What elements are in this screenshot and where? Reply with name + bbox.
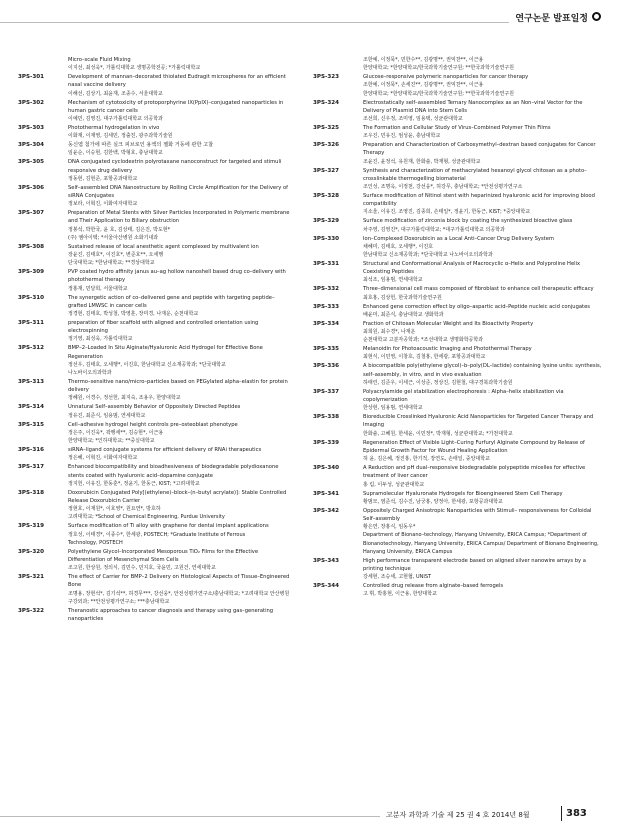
- entry-authors: 조선희, 신우정, 조미영, 임용택, 성균관대학교: [363, 116, 463, 123]
- entry-authors: 정은주, 이진욱*, 곽행세**, 김승현*, 이근용: [68, 429, 164, 436]
- entry-authors: 조인성, 조명옥, 이정천, 강선웅*, 허강무, 충남대학교; *안전성평가연구소: [363, 184, 523, 191]
- abstract-entry: [313, 217, 603, 233]
- entry-authors: 채혜미, 김태호, 오세행*, 이진호: [363, 243, 433, 250]
- entry-title: Development of mannan–decorated thiolated Eudragit microspheres for an efficient nasal vaccine delivery: [68, 74, 286, 89]
- entry-title: Synthesis and characterization of methacrylated hexanoyl glycol chitosan as a photo–crosslinkable thermogelling biomaterial: [363, 167, 587, 182]
- entry-code: 3PS-338: [313, 414, 340, 421]
- entry-title: Thermo–sensitive nano/micro–particles based on PEGylated alpha–elastin for protein delivery: [68, 379, 288, 394]
- entry-title: siRNA–ligand conjugate systems for efficient delivery of RNAi therapeutics: [68, 447, 262, 454]
- entry-code: 3PS-320: [18, 548, 45, 555]
- entry-code: 3PS-305: [18, 159, 45, 166]
- entry-title: preparation of fiber scaffold with aligned and controlled orientation using electrospinning: [68, 320, 259, 335]
- entry-code: 3PS-304: [18, 142, 45, 149]
- entry-code: 3PS-310: [18, 294, 45, 301]
- entry-authors: 최석조, 임용범, 연세대학교: [363, 277, 423, 284]
- page-footer: [0, 804, 622, 824]
- entry-code: 3PS-321: [18, 574, 45, 581]
- entry-code: 3PS-335: [313, 346, 340, 353]
- page-number: 383: [566, 808, 587, 819]
- entry-authors: 이해선, 김상기, 최윤재, 조종수, 서울대학교: [68, 90, 163, 97]
- entry-affiliation: Technology, POSTECH: [68, 539, 123, 546]
- entry-title: High performance transparent electrode based on aligned silver nanowire arrays by a printing technique: [363, 557, 586, 572]
- entry-authors: 조한예, 이정묵*, 손세진**, 김광명**, 권익찬**, 이근용: [363, 82, 484, 89]
- entry-title: PVP coated hydro affinity janus au–ag hollow nanoshell based drug co–delivery with photothermal therapy: [68, 269, 286, 284]
- entry-code: 3PS-301: [18, 74, 45, 81]
- entry-authors: 최호홍, 김상헌, 한국과학기술연구원: [363, 294, 442, 301]
- abstract-entry: [313, 439, 603, 464]
- entry-title: Surface modification of zirconia block by coating the synthesized bioactive glass: [363, 218, 573, 225]
- entry-title: Electrostatically self–assembled Ternary Nanocomplex as an Non–viral Vector for the Delivery of Plasmid DNA into Stem Cells: [363, 99, 583, 114]
- entry-code: 3PS-333: [313, 303, 340, 310]
- entry-title: Cell–adhesive hydrogel height controls pre–osteoblast phenotype: [68, 421, 238, 428]
- abstract-entry: [313, 141, 603, 166]
- entry-code: 3PS-309: [18, 269, 45, 276]
- entry-title: Enhanced biocompatibility and bioadhesiveness of biodegradable polydioxanone stents coated with hyaluronic acid–dopamine conjugate: [68, 464, 279, 479]
- abstract-entry: [313, 362, 603, 387]
- entry-authors: 정혜원, 이경수, 정선헌, 최지숙, 조용우, 한양대학교: [68, 395, 181, 402]
- entry-code: 3PS-306: [18, 184, 45, 191]
- entry-authors: 지소울, 이유진, 조영진, 김종희, 손태일*, 정윤기, 한동근, KIST; *중앙대학교: [363, 209, 531, 216]
- entry-code: 3PS-319: [18, 523, 45, 530]
- left-column: [18, 56, 290, 624]
- entry-authors: 최현식, 이민영, 이창호, 김철홍, 한세광, 포항공과대학교: [363, 354, 486, 361]
- abstract-entry: [18, 294, 290, 319]
- abstract-entry: [18, 99, 290, 124]
- abstract-entry: [313, 413, 603, 438]
- entry-title: Sustained release of local anesthetic agent complexed by multivalent ion: [68, 243, 259, 250]
- entry-title: Unnatural Self–assembly Behavior of Oppositely Directed Peptides: [68, 404, 241, 411]
- entry-affiliation: 한남대학교 신소재공학과; *단국대학교 나노바이오의과학과: [363, 252, 493, 259]
- entry-title: Photothermal hydrogelation in vivo: [68, 125, 160, 132]
- entry-code: 3PS-342: [313, 507, 340, 514]
- abstract-entry: [313, 464, 603, 489]
- abstract-entry: [313, 260, 603, 285]
- entry-authors: 정기영, 최성욱, 가톨릭대학교: [68, 336, 133, 343]
- abstract-entry: [313, 507, 603, 556]
- entry-authors: 배윤미, 최준식, 충남대학교 생화학과: [363, 311, 444, 318]
- entry-authors: 하태린, 김준우, 이세근, 이상준, 정상진, 김현철, 대구경북과학기술원: [363, 379, 513, 386]
- entry-code: 3PS-317: [18, 464, 45, 471]
- entry-authors: 정봉석, 박한국, 윤 호, 김상태, 김은진, 박도현*: [68, 226, 171, 233]
- entry-title: A biocompatible poly(ethylene glycol)–b–poly(DL–lactide) containing lysine units: synthesis, self–assembly, in vitro, and in vivo evaluation: [363, 363, 602, 378]
- abstract-entry: [313, 345, 603, 361]
- entry-authors: 조윤진, 윤정석, 유원재, 한화솔, 박재형, 성균관대학교: [363, 158, 481, 165]
- abstract-entry: [18, 268, 290, 293]
- entry-title: Regeneration Effect of Visible Light–Curing Furfuryl Alginate Compound by Release of Epidermal Growth Factor for Wound Healing Application: [363, 439, 585, 454]
- entry-title: Oppositely Charged Anisotropic Nanoparticles with Stimuli– responsiveness for Colloidal Self–assembly: [363, 507, 592, 522]
- entry-authors: 정홍재, 민달희, 서울대학교: [68, 285, 128, 292]
- abstract-entry: [18, 141, 290, 157]
- entry-title: Mechanism of cytotoxicity of protoporphyrine IX(PpIX)–conjugated nanoparticles in human gastric cancer cells: [68, 99, 284, 114]
- entry-code: 3PS-318: [18, 489, 45, 496]
- entry-code: 3PS-308: [18, 243, 45, 250]
- entry-code: 3PS-312: [18, 345, 45, 352]
- entry-title: Polyacrylamide gel stabilization electrophoresis : Alpha–helix stabilization via copolymerization: [363, 388, 564, 404]
- entry-affiliation: 순천대학교 고분자공학과; *조선대학교 생명화학공학과: [363, 337, 484, 344]
- entry-authors: 강세현, 조승세, 고현협, UNIST: [363, 574, 432, 581]
- entry-code: 3PS-328: [313, 193, 340, 200]
- entry-authors: 정경현, 김태호, 박성철, 박영훈, 장미경, 나재운, 순천대학교: [68, 311, 199, 318]
- entry-code: 3PS-311: [18, 320, 45, 327]
- entry-authors: 이지선, 최성욱*, 가톨릭대학교 생명공학전공; *가톨릭대학교: [68, 65, 201, 72]
- footer-rule: [0, 816, 380, 817]
- entry-authors: 정선우, 김태호, 오세행*, 이진호, 한남대학교 신소재공학과; *단국대학교: [68, 361, 226, 368]
- abstract-entry: [18, 421, 290, 446]
- entry-authors: 한상현, 임용범, 연세대학교: [363, 405, 423, 412]
- abstract-entry: [18, 548, 290, 573]
- abstract-entry: [18, 573, 290, 606]
- entry-code: 3PS-339: [313, 439, 340, 446]
- entry-title: Polyethylene Glycol–Incorporated Mesoporous TiO₂ Films for the Effective Differentiation of Mesenchymal Stem Cells: [68, 548, 259, 563]
- entry-title: BMP–2–Loaded In Situ Alginate/Hyaluronic Acid Hydrogel for Effective Bone Regeneration: [68, 345, 263, 360]
- abstract-entry: [18, 403, 290, 419]
- entry-code: 3PS-327: [313, 167, 340, 174]
- entry-authors: 차주영, 김영진*, 대구가톨릭대학교; *대구가톨릭대학교 의공학과: [363, 226, 505, 233]
- abstract-entry: [18, 209, 290, 242]
- abstract-entry: [18, 378, 290, 403]
- circle-mark-icon: [592, 12, 601, 21]
- entry-code: 3PS-313: [18, 379, 45, 386]
- entry-title: Self–assembled DNA Nanostructure by Rolling Circle Amplification for the Delivery of siRNA Conjugates: [68, 184, 288, 200]
- entry-authors: 홍 림, 이두성, 성균관대학교: [363, 481, 425, 488]
- entry-authors: 정은혜, 이혁진, 이화여자대학교: [68, 455, 138, 462]
- entry-code: 3PS-307: [18, 210, 45, 217]
- entry-authors: 조명용, 장현석*, 김기석**, 허경무***, 강선웅*, 안전성평가연구소/충남대학교; *고려대학교 안산병원 구강외과; **안전성평가연구소; ***충남대학교: [68, 590, 290, 605]
- entry-authors: 정호성, 이태경*, 이종수*, 한세광, POSTECH; *Graduate Institute of Ferrous: [68, 531, 246, 538]
- entry-authors: 이예민, 김영진, 대구가톨릭대학교 의공학과: [68, 116, 163, 123]
- entry-code: 3PS-344: [313, 583, 340, 590]
- abstract-entry: [313, 56, 603, 72]
- abstract-entry: [18, 489, 290, 522]
- entry-title: Surface modification of Ti alloy with graphene for dental implant applications: [68, 523, 269, 530]
- abstract-entry: [18, 184, 290, 209]
- entry-code: 3PS-302: [18, 99, 45, 106]
- abstract-entry: [18, 446, 290, 462]
- abstract-entry: [18, 607, 290, 623]
- entry-affiliation: 한양대학교; *한양대학교/한국과학기술연구원; **한국과학기술연구원: [363, 65, 514, 72]
- entry-title: Glucose–responsive polymeric nanoparticles for cancer therapy: [363, 74, 529, 81]
- entry-code: 3PS-326: [313, 142, 340, 149]
- abstract-entry: [18, 344, 290, 377]
- entry-title: Supramolecular Hyaluronate Hydrogels for Bioengineered Stem Cell Therapy: [363, 490, 563, 497]
- right-column: [313, 56, 603, 599]
- entry-code: 3PS-323: [313, 74, 340, 81]
- abstract-entry: [313, 582, 603, 598]
- entry-code: 3PS-332: [313, 286, 340, 293]
- entry-authors: 정보라, 이혁진, 이화여자대학교: [68, 201, 138, 208]
- entry-code: 3PS-337: [313, 388, 340, 395]
- entry-code: 3PS-324: [313, 99, 340, 106]
- abstract-entry: [313, 388, 603, 413]
- entry-code: 3PS-325: [313, 125, 340, 132]
- abstract-entry: [313, 285, 603, 301]
- entry-code: 3PS-329: [313, 218, 340, 225]
- entry-code: 3PS-315: [18, 421, 45, 428]
- entry-title: Preparation and Characterization of Carboxymethyl–dextran based conjugates for Cancer Therapy: [363, 142, 596, 157]
- abstract-entry: [18, 73, 290, 98]
- entry-affiliation: 나노바이오의과학과: [68, 370, 112, 377]
- entry-title: Theranostic approaches to cancer diagnosis and therapy using gas–generating nanoparticles: [68, 607, 274, 622]
- entry-authors: 황은연, 장홍식, 임동우*: [363, 524, 416, 531]
- entry-title: DNA conjugated cyclodextrin polyrotaxane nanoconstruct for targeted and stimuli responsive drug delivery: [68, 159, 282, 174]
- entry-title: 동신엽 첨가에 따른 실크 피브로인 용액의 젤화 거동에 관한 고찰: [68, 142, 214, 149]
- entry-authors: 조고원, 한상원, 정의식, 김민수, 민지호, 국윤민, 고원건, 연세대학교: [68, 565, 216, 572]
- entry-authors: 정동현, 김현준, 포항공과대학교: [68, 175, 138, 182]
- entry-authors: 허 윤, 김은혜, 정진홍, 한기적, 장연도, 손태일, 중앙대학교: [363, 456, 490, 463]
- entry-code: 3PS-303: [18, 125, 45, 132]
- entry-title: Surface modification of Nitinol stent with heparinized hyaluronic acid for improving blood compatibility: [363, 193, 595, 208]
- entry-affiliation: 고려대학교; *School of Chemical Engineering, Purdue University: [68, 514, 225, 521]
- abstract-entry: [313, 124, 603, 140]
- entry-affiliation: (주) 엠아이텍; *서울아산병원 소화기내과: [68, 234, 159, 241]
- entry-authors: 한화솔, 고혜원, 한세윤, 이민정*, 박재형, 성균관대학교; *가천대학교: [363, 430, 513, 437]
- abstract-entry: [313, 167, 603, 192]
- entry-affiliation: Department of Bionano–technology, Hanyang University, ERICA Campus; *Department of Bionanotechnology, Hanyang University, ERICA Campus/ Department of Bionano Engineering, Hanyang University, ERICA Campus: [363, 532, 599, 555]
- entry-affiliation: 한양대학교; *한양대학교/한국과학기술연구원; **한국과학기술연구원: [363, 90, 514, 97]
- entry-title: The Formation and Cellular Study of Virus–Combined Polymer Thin Films: [363, 125, 551, 132]
- entry-title: Bioreducible Crosslinked Hyaluronic Acid Nanoparticles for Targeted Cancer Therapy and Imaging: [363, 414, 594, 429]
- footer-divider: [561, 806, 562, 821]
- entry-title: Melanoidin for Photoacoustic Imaging and Photothermal Therapy: [363, 346, 532, 353]
- section-title: 연구논문 발표일정: [509, 11, 588, 24]
- abstract-entry: [313, 235, 603, 260]
- abstract-entry: [18, 319, 290, 344]
- entry-title: Doxorubicin Conjugated Poly[(ethylene)–block–(n–butyl acrylate)]: Stable Controlled Release Doxorubicin Carrier: [68, 489, 287, 504]
- entry-authors: 정지헌, 이유진, 한동훈*, 정윤기, 한동근, KIST; *고려대학교: [68, 480, 200, 487]
- entry-authors: 임윤순, 이승현, 김한백, 박형호, 충남대학교: [68, 150, 163, 157]
- entry-code: 3PS-334: [313, 320, 340, 327]
- entry-title: Preparation of Metal Stents with Silver Particles Incorporated in Polymeric membrane and Their Application to Biliary obstruction: [68, 210, 290, 225]
- abstract-entry: [313, 99, 603, 124]
- abstract-entry: [18, 243, 290, 268]
- entry-affiliation: 단국대학교; *한남대학교; **경상대학교: [68, 260, 155, 267]
- entry-code: 3PS-330: [313, 235, 340, 242]
- header-rule: [0, 22, 558, 23]
- abstract-entry: [18, 124, 290, 140]
- abstract-entry: [313, 557, 603, 582]
- abstract-entry: [18, 158, 290, 183]
- entry-title: Controlled drug release from alginate–based ferrogels: [363, 583, 504, 590]
- entry-title: Three–dimensional cell mass composed of fibroblast to enhance cell therapeutic efficacy: [363, 286, 594, 293]
- entry-title: The synergetic action of co–delivered gene and peptide with targeting peptide–grafted LMWSC in cancer cells: [68, 294, 275, 309]
- entry-authors: 최희원, 최수경*, 나재운: [363, 329, 416, 336]
- entry-code: 3PS-314: [18, 404, 45, 411]
- page-header: [0, 8, 622, 32]
- entry-title: Enhanced gene correction effect by oligo–aspartic acid–Peptide nucleic acid conjugates: [363, 303, 590, 310]
- abstract-entry: [18, 522, 290, 547]
- entry-title: Structural and Conformational Analysis of Macrocyclic α–Helix and Polyproline Helix Coexisting Peptides: [363, 261, 581, 276]
- entry-title: Ion–Complexed Doxorubicin as a Local Anti–Cancer Drug Delivery System: [363, 235, 554, 242]
- entry-authors: 황범모, 염준석, 김수진, 남궁홍, 양정아, 한세광, 포항공과대학교: [363, 498, 503, 505]
- entry-code: 3PS-341: [313, 490, 340, 497]
- abstract-entry: [18, 463, 290, 488]
- abstract-entry: [313, 73, 603, 98]
- entry-code: 3PS-322: [18, 607, 45, 614]
- entry-authors: 고 휘, 박홍현, 이근용, 한양대학교: [363, 591, 437, 598]
- abstract-entry: [313, 490, 603, 506]
- entry-code: 3PS-316: [18, 447, 45, 454]
- entry-authors: 정유진, 최준식, 임용범, 연세대학교: [68, 412, 146, 419]
- entry-code: 3PS-331: [313, 261, 340, 268]
- journal-citation: 고분자 과학과 기술 제 25 권 4 호 2014년 8월: [386, 811, 530, 819]
- entry-code: 3PS-343: [313, 557, 340, 564]
- abstract-entry: [18, 56, 290, 72]
- entry-code: 3PS-336: [313, 363, 340, 370]
- abstract-entry: [313, 320, 603, 345]
- entry-affiliation: 한양대학교; *인하대학교; **중실대학교: [68, 438, 155, 445]
- entry-title: The effect of Carrier for BMP–2 Delivery on Histological Aspects of Tissue–Engineered Bone: [68, 574, 290, 589]
- entry-code: 3PS-340: [313, 465, 340, 472]
- entry-authors: 조우진, 민유진, 엄성윤, 충남대학교: [363, 133, 441, 140]
- entry-authors: 조한예, 이정묵*, 민한수**, 김광명**, 권익찬**, 이근용: [363, 57, 484, 63]
- entry-authors: 장윤진, 김태호*, 이진호*, 변준호**, 오세행: [68, 252, 164, 259]
- entry-title: A Reduction and pH dual–responsive biodegradable polypeptide micelles for effective treatment of liver cancer: [363, 465, 586, 480]
- entry-authors: 이화재, 이재영, 김세민, 정출친, 광주과학기술원: [68, 133, 173, 140]
- abstract-entry: [313, 303, 603, 319]
- entry-title: Micro–scale Fluid Mixing: [68, 57, 131, 63]
- entry-title: Fraction of Chitosan Molecular Weight and Its Bioactivity Property: [363, 320, 534, 327]
- abstract-entry: [313, 192, 603, 217]
- entry-authors: 정현호, 이재원*, 이호영*, 원요연*, 방호하: [68, 506, 161, 513]
